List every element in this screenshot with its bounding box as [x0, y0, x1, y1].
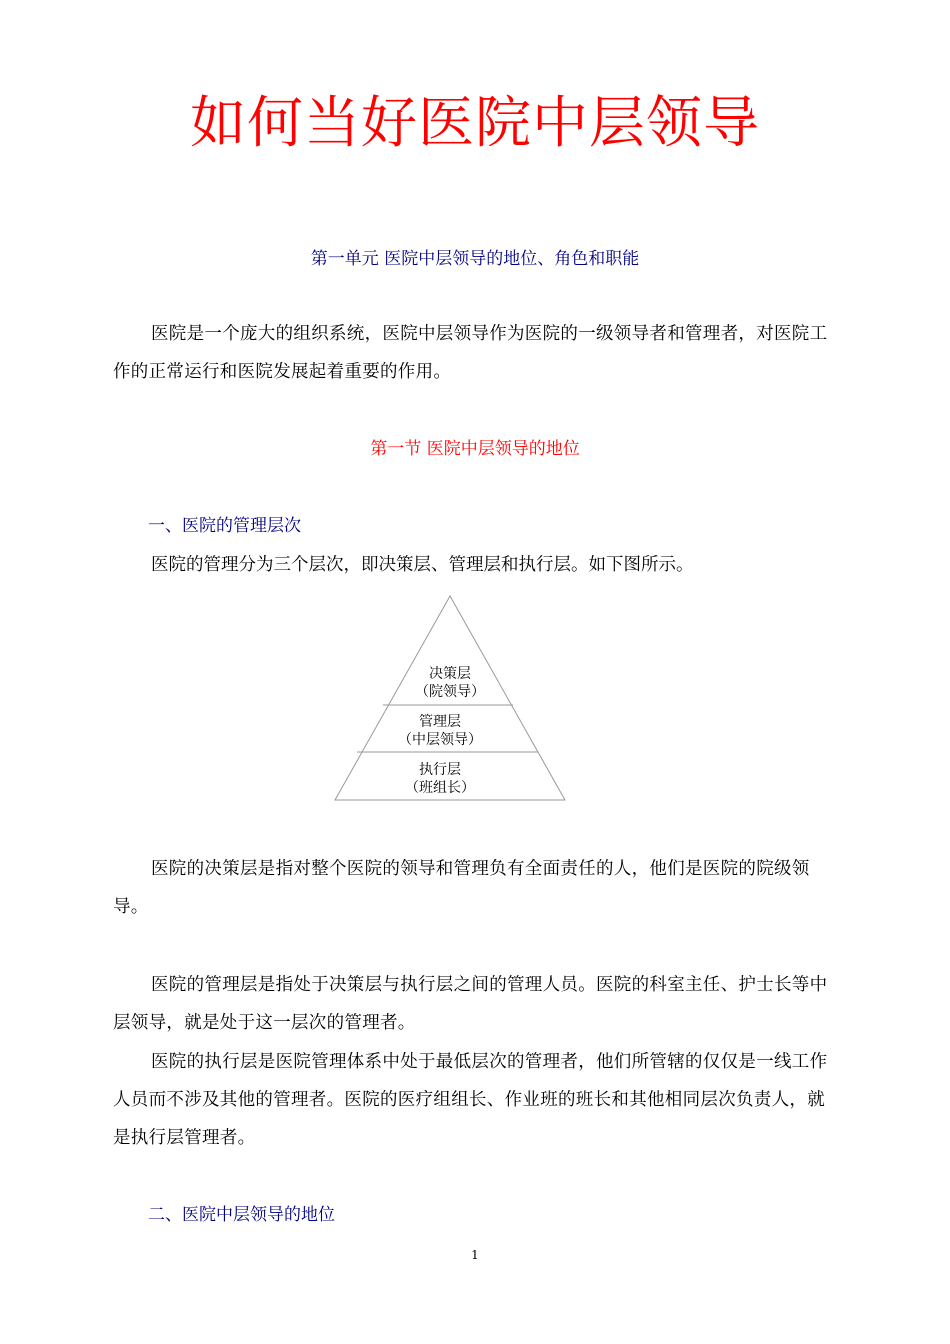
paragraph-decision-layer: 医院的决策层是指对整个医院的领导和管理负有全面责任的人，他们是医院的院级领导。: [113, 859, 810, 917]
pyramid-level-management: [360, 713, 520, 749]
document-title: 如何当好医院中层领导: [190, 91, 760, 156]
paragraph-management-layer: 医院的管理层是指处于决策层与执行层之间的管理人员。医院的科室主任、护士长等中层领导，就是处于这一层次的管理者。: [113, 975, 828, 1033]
paragraph-execution-layer: 医院的执行层是医院管理体系中处于最低层次的管理者，他们所管辖的仅仅是一线工作人员而不涉及其他的管理者。医院的医疗组组长、作业班的班长和其他相同层次负责人，就是执行层管理者。: [113, 1052, 828, 1148]
pyramid-level-note: （院领导）: [415, 684, 485, 700]
pyramid-level-name: 执行层: [419, 762, 461, 778]
section-heading: 第一节 医院中层领导的地位: [370, 439, 580, 459]
intro-paragraph: 医院是一个庞大的组织系统，医院中层领导作为医院的一级领导者和管理者，对医院工作的正常运行和医院发展起着重要的作用。: [113, 324, 828, 382]
pyramid-level-execution: [360, 761, 520, 797]
pyramid-level-name: 决策层: [429, 666, 471, 682]
pyramid-level-note: （班组长）: [405, 780, 475, 796]
pyramid-level-note: （中层领导）: [398, 732, 482, 748]
pyramid-level-name: 管理层: [419, 714, 461, 730]
unit-heading: 第一单元 医院中层领导的地位、角色和职能: [310, 249, 640, 269]
subsection-heading-management-levels: 一、医院的管理层次: [148, 516, 301, 536]
subsection-lead-paragraph: 医院的管理分为三个层次，即决策层、管理层和执行层。如下图所示。: [151, 555, 694, 575]
subsection-heading-middle-leader-position: 二、医院中层领导的地位: [148, 1205, 335, 1225]
page-number: 1: [471, 1248, 479, 1262]
pyramid-level-decision: [370, 665, 530, 701]
management-pyramid-diagram: [330, 590, 570, 805]
